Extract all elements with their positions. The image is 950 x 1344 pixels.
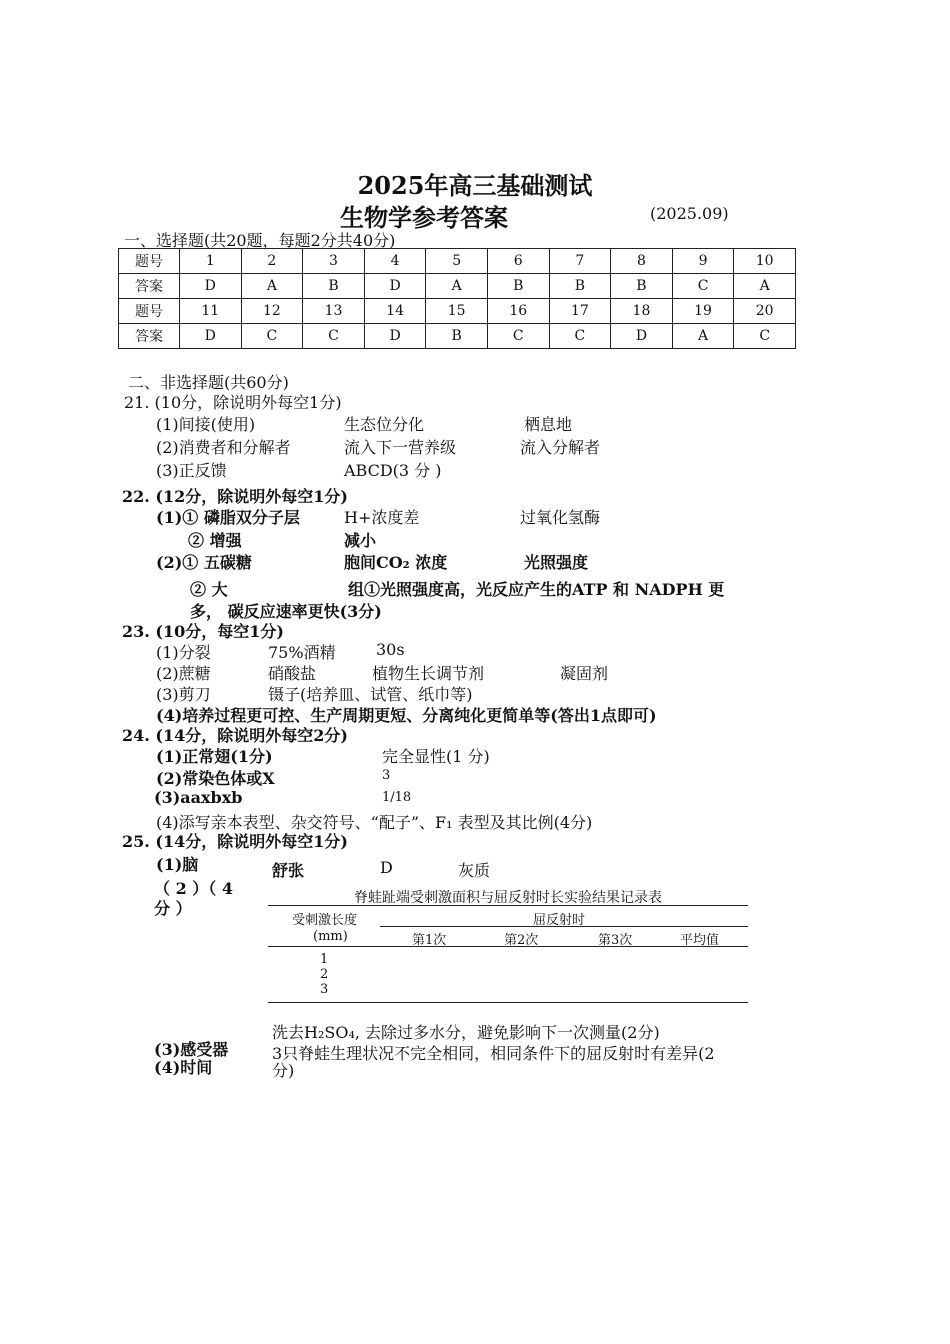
table-cell: 5 [426,249,488,274]
table-cell: 6 [487,249,549,274]
column-header: 屈反射时 [533,913,586,928]
table-cell: C [241,324,303,349]
table-cell: 3 [303,249,365,274]
answer-text: (4)时间 [154,1058,213,1077]
q21-heading: 21. (10分，除说明外每空1分) [124,393,342,412]
answer-text: (4)添写亲本表型、杂交符号、“配子”、F₁ 表型及其比例(4分) [156,813,593,832]
table-cell: 17 [549,299,611,324]
answer-text: 75%酒精 [268,643,336,662]
answer-text: 舒张 [272,861,305,880]
table-rule [380,926,748,927]
table-cell: 20 [734,299,796,324]
table-cell: 7 [549,249,611,274]
section-1-heading: 一、选择题(共20题，每题2分共40分) [124,231,396,250]
answer-text: (1)① 磷脂双分子层 [156,508,300,527]
answer-text: 流入下一营养级 [344,438,457,457]
answer-text: 30s [376,640,405,659]
row-label: 答案 [119,274,180,299]
table-rule [268,905,748,906]
row-label: 答案 [119,324,180,349]
column-header: 第3次 [598,933,633,948]
answer-text: 镊子(培养皿、试管、纸巾等) [268,685,473,704]
table-cell: 15 [426,299,488,324]
table-cell: 9 [672,249,734,274]
table-cell: D [180,274,242,299]
answer-text: 1/18 [382,790,412,805]
column-header: 受刺激长度 [292,913,358,928]
answer-text: 栖息地 [524,415,573,434]
table-cell: B [426,324,488,349]
answer-text: 硝酸盐 [268,664,317,683]
table-cell: 4 [364,249,426,274]
answer-text: 流入分解者 [520,438,601,457]
q24-heading: 24. (14分，除说明外每空2分) [122,726,348,745]
answer-text: 植物生长调节剂 [372,664,485,683]
table-cell: C [672,274,734,299]
table-caption: 脊蛙趾端受刺激面积与屈反射时长实验结果记录表 [354,890,662,906]
page-subtitle: 生物学参考答案 [340,203,508,232]
table-cell: C [549,324,611,349]
column-header: 平均值 [680,933,720,948]
table-rule [268,1002,748,1003]
table-cell: C [734,324,796,349]
table-row-label: 1 [320,952,329,967]
exam-date: (2025.09) [650,204,729,223]
table-cell: C [487,324,549,349]
answer-text: 胞间CO₂ 浓度 [344,553,448,572]
table-cell: B [549,274,611,299]
table-cell: D [611,324,673,349]
answer-text: (3)正反馈 [156,461,227,480]
table-row-label: 3 [320,982,329,997]
answer-text: 组①光照强度高，光反应产生的ATP 和 NADPH 更 [348,580,725,599]
answer-text: (2)消费者和分解者 [156,438,291,457]
row-label: 题号 [119,299,180,324]
answer-text: D [380,858,393,877]
answer-text: H+浓度差 [344,508,420,527]
answer-text: 多， 碳反应速率更快(3分) [190,602,382,621]
q22-heading: 22. (12分，除说明外每空1分) [122,487,348,506]
column-header: (mm) [313,929,348,944]
answer-text: （ 2 ）（ 4 [154,879,233,898]
answer-text: 3只脊蛙生理状况不完全相同，相同条件下的屈反射时有差异(2 [272,1044,715,1063]
table-cell: C [303,324,365,349]
row-label: 题号 [119,249,180,274]
answer-text: ABCD(3 分 ) [344,461,442,480]
answer-text: (3)aaxbxb [154,788,243,807]
table-cell: B [487,274,549,299]
q25-heading: 25. (14分，除说明外每空1分) [122,832,348,851]
answer-text: (1)分裂 [156,643,211,662]
answer-text: 洗去H₂SO₄, 去除过多水分，避免影响下一次测量(2分) [272,1023,660,1042]
answer-text: 灰质 [458,861,491,880]
section-2-heading: 二、非选择题(共60分) [128,373,289,392]
answer-text: (3)感受器 [154,1040,229,1059]
answer-text: (1)正常翅(1分) [156,747,273,766]
answer-text: 凝固剂 [560,664,609,683]
table-row [119,274,796,299]
table-cell: 12 [241,299,303,324]
table-cell: 11 [180,299,242,324]
answer-text: (2)常染色体或X [156,769,275,788]
table-cell: D [180,324,242,349]
column-header: 第1次 [412,933,447,948]
table-cell: 2 [241,249,303,274]
table-cell: B [303,274,365,299]
answer-text: 生态位分化 [344,415,425,434]
answer-text: (2)① 五碳糖 [156,553,252,572]
answer-text: 光照强度 [524,553,589,572]
table-row [119,299,796,324]
answer-text: (1)间接(使用) [156,415,256,434]
table-cell: 16 [487,299,549,324]
answer-text: (4)培养过程更可控、生产周期更短、分离纯化更简单等(答出1点即可) [156,706,657,725]
table-cell: D [364,274,426,299]
answer-text: 完全显性(1 分) [382,747,490,766]
table-cell: 18 [611,299,673,324]
table-cell: B [611,274,673,299]
table-cell: A [241,274,303,299]
answer-text: 减小 [344,531,377,550]
column-header: 第2次 [504,933,539,948]
answer-text: 分) [272,1061,295,1080]
table-cell: A [734,274,796,299]
table-cell: 19 [672,299,734,324]
q23-heading: 23. (10分，每空1分) [122,622,284,641]
answer-text: (1)脑 [156,855,199,874]
table-cell: 14 [364,299,426,324]
answer-text: (3)剪刀 [156,685,211,704]
answer-table [118,248,796,349]
answer-text: ② 增强 [188,531,242,550]
answer-text: 过氧化氢酶 [520,508,601,527]
table-row-label: 2 [320,967,329,982]
table-cell: 8 [611,249,673,274]
table-cell: D [364,324,426,349]
table-row [119,324,796,349]
answer-text: 分 ） [154,899,192,918]
table-cell: 1 [180,249,242,274]
table-cell: 10 [734,249,796,274]
page-title: 2025年高三基础测试 [357,171,593,200]
answer-text: ② 大 [190,580,228,599]
table-cell: A [426,274,488,299]
table-rule [268,946,748,947]
answer-text: (2)蔗糖 [156,664,211,683]
table-row [119,249,796,274]
table-cell: 13 [303,299,365,324]
answer-text: 3 [382,768,391,783]
table-cell: A [672,324,734,349]
